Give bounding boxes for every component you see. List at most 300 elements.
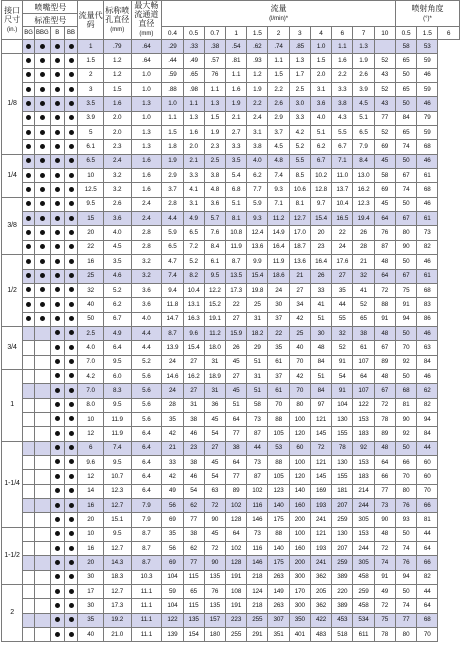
spray-angle-cell: 76 [395,499,416,513]
table-row [2,455,460,469]
flow-value-cell: 7.1 [268,197,289,211]
type-availability-cell [64,427,78,441]
flow-value-cell: 207 [332,499,353,513]
flow-value-cell: 90 [204,556,225,570]
flow-value-cell: 51 [310,369,331,383]
available-dot-icon [69,230,74,235]
table-row [2,527,460,541]
flow-value-cell: 214 [353,484,374,498]
type-availability-cell [50,527,64,541]
type-availability-cell [34,441,50,455]
flow-value-cell: 38 [353,326,374,340]
max-passage-cell: 6.4 [131,427,162,441]
flow-code-cell: 20 [78,556,103,570]
type-availability-cell [64,455,78,469]
flow-value-cell: 92 [353,441,374,455]
flow-value-cell: .57 [204,54,225,68]
spray-angle-cell: 66 [417,499,438,513]
spray-angle-cell: 50 [395,68,416,82]
available-dot-icon [69,416,74,421]
type-availability-cell [50,369,64,383]
flow-value-cell: 175 [268,556,289,570]
type-availability-cell [64,585,78,599]
flow-code-cell: 20 [78,226,103,240]
flow-value-cell: 12.4 [247,226,268,240]
max-passage-cell: 2.8 [131,226,162,240]
flow-value-cell: 8.1 [226,212,247,226]
flow-value-cell: 25 [247,298,268,312]
type-availability-cell [64,240,78,254]
spray-angle-cell: 89 [374,427,395,441]
flow-value-cell: 116 [247,499,268,513]
nozzle-spec-table [1,0,460,642]
orifice-dia-cell: 12.7 [103,585,131,599]
type-availability-cell [50,441,64,455]
flow-value-cell: 2.4 [247,111,268,125]
max-passage-cell: 1.6 [131,169,162,183]
flow-value-cell: 7.4 [162,269,183,283]
type-availability-cell [50,169,64,183]
type-availability-cell [34,341,50,355]
flow-value-cell: 104 [162,570,183,584]
spray-angle-cell: 69 [374,183,395,197]
flow-value-cell: 2.2 [268,83,289,97]
table-row [2,369,460,383]
orifice-dia-cell: 4.5 [103,240,131,254]
spray-angle-cell: 73 [417,226,438,240]
flow-value-cell: 65 [183,585,204,599]
pressure-header: 10 [374,27,395,40]
flow-value-cell: 140 [289,484,310,498]
flow-unit: (l/min)* [269,15,289,22]
flow-value-cell: 2.9 [268,111,289,125]
flow-value-cell: 91 [332,355,353,369]
flow-value-cell: 37 [268,369,289,383]
spray-angle-cell: 50 [395,527,416,541]
flow-value-cell: 44 [247,441,268,455]
available-dot-icon [69,488,74,493]
spray-angle-cell: 65 [395,126,416,140]
flow-value-cell: 105 [268,470,289,484]
type-availability-cell [50,599,64,613]
type-availability-cell [64,484,78,498]
flow-value-cell: 13.1 [183,298,204,312]
type-availability-cell [50,183,64,197]
table-row [2,240,460,254]
type-availability-cell [34,326,50,340]
available-dot-icon [69,273,74,278]
type-availability-cell [64,298,78,312]
max-passage-unit: (mm) [139,31,154,37]
type-availability-cell [64,499,78,513]
flow-value-cell: 69 [162,513,183,527]
orifice-dia-cell: .79 [103,40,131,54]
type-availability-cell [34,585,50,599]
type-availability-cell [64,212,78,226]
spray-angle-cell: 81 [395,398,416,412]
flow-value-cell: 10.8 [226,226,247,240]
flow-value-cell: 1.1 [204,83,225,97]
flow-value-cell: 3.3 [226,140,247,154]
flow-value-cell: 149 [268,585,289,599]
table-row [2,298,460,312]
type-availability-cell [23,298,35,312]
orifice-dia-unit: (mm) [110,26,125,33]
table-row [2,183,460,197]
flow-value-cell: 5.9 [247,197,268,211]
flow-value-cell: 1.9 [162,154,183,168]
flow-value-cell: 53 [268,441,289,455]
available-dot-icon [69,144,74,149]
type-availability-cell [34,599,50,613]
flow-value-cell: 8.2 [183,269,204,283]
flow-value-cell: 207 [332,542,353,556]
spray-angle-cell: 68 [417,283,438,297]
flow-value-cell: 21 [289,269,310,283]
spray-angle-cell: 66 [417,556,438,570]
table-row [2,226,460,240]
available-dot-icon [69,445,74,450]
flow-value-cell: 153 [353,412,374,426]
flow-value-cell: 305 [353,556,374,570]
spray-angle-cell: 78 [374,412,395,426]
spray-angle-cell: 59 [417,54,438,68]
inlet-size-cell: 3/8 [2,197,23,254]
flow-value-cell: 241 [310,513,331,527]
table-row [2,97,460,111]
type-availability-cell [34,398,50,412]
type-availability-cell [34,527,50,541]
flow-value-cell: 255 [247,613,268,627]
available-dot-icon [40,101,45,106]
table-header [2,1,460,40]
inlet-size-cell: 3/4 [2,326,23,369]
spray-angle-cell: 50 [395,97,416,111]
type-availability-cell [34,240,50,254]
flow-value-cell: 259 [332,513,353,527]
max-passage-cell: 11.1 [131,613,162,627]
spray-angle-cell: 64 [417,599,438,613]
max-passage-cell: 8.7 [131,542,162,556]
flow-value-cell: 10.2 [310,169,331,183]
flow-value-cell: 1.3 [183,111,204,125]
available-dot-icon [40,115,45,120]
orifice-dia-cell: 1.5 [103,83,131,97]
max-passage-cell: 4.4 [131,341,162,355]
flow-value-cell: 54 [204,470,225,484]
flow-value-cell: 8.7 [226,255,247,269]
flow-value-cell: 140 [268,499,289,513]
flow-value-cell: 146 [247,513,268,527]
available-dot-icon [26,287,31,292]
flow-value-cell: 350 [289,613,310,627]
flow-value-cell: 534 [353,613,374,627]
table-row [2,613,460,627]
available-dot-icon [55,345,60,350]
flow-value-cell: 88 [268,412,289,426]
available-dot-icon [26,201,31,206]
type-availability-cell [23,470,35,484]
flow-value-cell: .81 [226,54,247,68]
available-dot-icon [55,560,60,565]
spray-angle-cell: 43 [374,97,395,111]
type-availability-cell [23,312,35,326]
flow-value-cell: 77 [183,556,204,570]
available-dot-icon [26,173,31,178]
flow-value-cell: 23 [183,441,204,455]
spray-angle-cell: 93 [395,513,416,527]
flow-value-cell: 45 [204,412,225,426]
inlet-size-cell: 1/8 [2,54,23,154]
available-dot-icon [40,287,45,292]
flow-value-cell: 27 [183,384,204,398]
flow-value-cell: 18.7 [289,240,310,254]
flow-value-cell: 42 [289,312,310,326]
flow-value-cell: 170 [289,585,310,599]
type-availability-cell [34,369,50,383]
flow-value-cell: 4.8 [204,183,225,197]
max-passage-cell: 7.9 [131,499,162,513]
flow-value-cell: 6.2 [247,169,268,183]
available-dot-icon [55,574,60,579]
flow-value-cell: 35 [162,412,183,426]
max-passage-cell: 6.4 [131,455,162,469]
flow-value-cell: .49 [183,54,204,68]
type-availability-cell [50,412,64,426]
flow-value-cell: 61 [268,355,289,369]
flow-value-cell: 15.4 [247,269,268,283]
spray-angle-cell: 69 [374,140,395,154]
flow-value-cell: 3.8 [204,169,225,183]
orifice-dia-cell: 17.3 [103,599,131,613]
orifice-dia-cell: 9.5 [103,355,131,369]
flow-code-cell: 6.1 [78,140,103,154]
flow-value-cell: 24 [332,240,353,254]
table-row [2,542,460,556]
flow-code-cell: 10 [78,169,103,183]
flow-value-cell: 169 [310,484,331,498]
flow-value-cell: 11.9 [268,255,289,269]
orifice-dia-cell: 2.0 [103,111,131,125]
type-availability-cell [23,369,35,383]
type-availability-cell [23,326,35,340]
flow-value-cell: 518 [332,628,353,642]
available-dot-icon [55,158,60,163]
type-availability-cell [23,384,35,398]
type-availability-cell [50,499,64,513]
table-row [2,312,460,326]
table-row [2,398,460,412]
flow-value-cell: 46 [183,470,204,484]
flow-value-cell: 2.5 [289,83,310,97]
flow-code-cell: 3.9 [78,111,103,125]
flow-code-cell: 25 [78,269,103,283]
flow-value-cell: 3.1 [247,126,268,140]
available-dot-icon [40,273,45,278]
type-availability-cell [50,83,64,97]
flow-value-cell: 453 [332,613,353,627]
flow-code-cell: 5 [78,126,103,140]
flow-value-cell: 3.1 [183,197,204,211]
flow-value-cell: 38 [183,412,204,426]
flow-value-cell: 5.4 [226,169,247,183]
available-dot-icon [69,589,74,594]
flow-value-cell: .88 [162,83,183,97]
spray-angle-cell: 48 [374,369,395,383]
type-availability-cell [64,111,78,125]
available-dot-icon [69,87,74,92]
orifice-dia-cell: 1.2 [103,68,131,82]
type-availability-cell [64,326,78,340]
type-availability-cell [23,40,35,54]
available-dot-icon [26,273,31,278]
max-passage-cell: 1.3 [131,126,162,140]
available-dot-icon [55,173,60,178]
flow-value-cell: 32 [353,269,374,283]
flow-value-cell: 36 [204,398,225,412]
flow-value-cell: 84 [310,355,331,369]
flow-value-cell: 5.7 [204,212,225,226]
type-availability-cell [23,427,35,441]
flow-value-cell: 8.7 [162,326,183,340]
max-passage-cell: 10.3 [131,570,162,584]
type-availability-cell [34,628,50,642]
type-code-bg: BG [23,27,35,40]
type-availability-cell [64,599,78,613]
flow-value-cell: 28 [353,240,374,254]
flow-value-cell: 3.3 [332,83,353,97]
available-dot-icon [26,259,31,264]
flow-value-cell: 8.1 [289,197,310,211]
flow-value-cell: .93 [247,54,268,68]
flow-value-cell: 16.4 [268,240,289,254]
type-availability-cell [23,126,35,140]
available-dot-icon [40,259,45,264]
flow-value-cell: 116 [247,542,268,556]
available-dot-icon [69,632,74,637]
flow-value-cell: 11.2 [268,212,289,226]
type-availability-cell [64,542,78,556]
flow-value-cell: 52 [353,298,374,312]
flow-value-cell: 56 [162,499,183,513]
spray-angle-cell: 74 [395,140,416,154]
available-dot-icon [55,474,60,479]
flow-value-cell: 31 [247,312,268,326]
flow-value-cell: 130 [332,527,353,541]
flow-value-cell: 35 [162,527,183,541]
max-passage-cell: 1.3 [131,140,162,154]
max-passage-cell: 5.6 [131,369,162,383]
spray-angle-cell: 76 [395,556,416,570]
available-dot-icon [69,115,74,120]
spray-angle-cell: 70 [417,628,438,642]
spray-angle-cell: 72 [374,398,395,412]
flow-value-cell: 244 [353,542,374,556]
flow-value-cell: 28 [162,398,183,412]
available-dot-icon [69,173,74,178]
flow-value-cell: 305 [353,513,374,527]
flow-value-cell: 108 [226,585,247,599]
pressure-header: 0.7 [204,27,225,40]
type-availability-cell [50,355,64,369]
flow-value-cell: 1.1 [162,111,183,125]
inlet-size-header [2,1,23,40]
spray-angle-cell: 91 [374,312,395,326]
pressure-header: 0.5 [395,27,416,40]
available-dot-icon [55,287,60,292]
type-availability-cell [64,470,78,484]
flow-value-cell: 458 [353,570,374,584]
flow-value-cell: 59 [162,585,183,599]
flow-value-cell: 4.0 [247,154,268,168]
flow-value-cell: 70 [289,355,310,369]
flow-value-cell: 45 [204,527,225,541]
flow-value-cell: 1.5 [310,54,331,68]
max-passage-cell: 5.6 [131,412,162,426]
available-dot-icon [55,388,60,393]
type-availability-cell [50,54,64,68]
flow-value-cell: 102 [226,542,247,556]
flow-value-cell: 362 [310,570,331,584]
available-dot-icon [69,373,74,378]
type-availability-cell [50,269,64,283]
flow-value-cell: 100 [289,412,310,426]
spray-angle-cell: 46 [417,326,438,340]
flow-value-cell: 4.2 [289,126,310,140]
flow-value-cell: 9.6 [183,326,204,340]
flow-value-cell: 4.9 [183,212,204,226]
flow-code-cell: 9.5 [78,197,103,211]
flow-value-cell: 12.2 [204,283,225,297]
flow-code-header: 流量代码 [78,1,103,40]
available-dot-icon [55,603,60,608]
flow-value-cell: 2.6 [353,68,374,82]
type-availability-cell [23,140,35,154]
type-availability-cell [23,556,35,570]
flow-value-cell: 24 [268,283,289,297]
table-row [2,269,460,283]
type-availability-cell [64,556,78,570]
type-availability-cell [23,240,35,254]
flow-value-cell: 200 [289,513,310,527]
spray-angle-cell: 90 [395,412,416,426]
flow-value-cell: 102 [226,499,247,513]
flow-value-cell: 23 [310,240,331,254]
spray-angle-cell: 49 [374,585,395,599]
flow-value-cell: 1.9 [247,83,268,97]
flow-value-cell: 135 [204,599,225,613]
flow-value-cell: 27 [226,369,247,383]
flow-value-cell: 45 [204,455,225,469]
spray-angle-cell: 79 [417,111,438,125]
max-passage-cell: 8.7 [131,556,162,570]
spray-angle-cell: 46 [417,197,438,211]
available-dot-icon [40,58,45,63]
available-dot-icon [69,130,74,135]
spray-angle-cell: 84 [395,111,416,125]
flow-value-cell: 1.7 [289,68,310,82]
available-dot-icon [26,316,31,321]
flow-value-cell: 9.5 [204,269,225,283]
flow-value-cell: 14.7 [162,312,183,326]
spray-angle-cell: 60 [417,470,438,484]
flow-value-cell: 5.2 [183,255,204,269]
type-availability-cell [23,513,35,527]
type-availability-cell [34,255,50,269]
max-passage-header [131,1,162,40]
type-availability-cell [34,154,50,168]
flow-value-cell: 3.5 [226,154,247,168]
